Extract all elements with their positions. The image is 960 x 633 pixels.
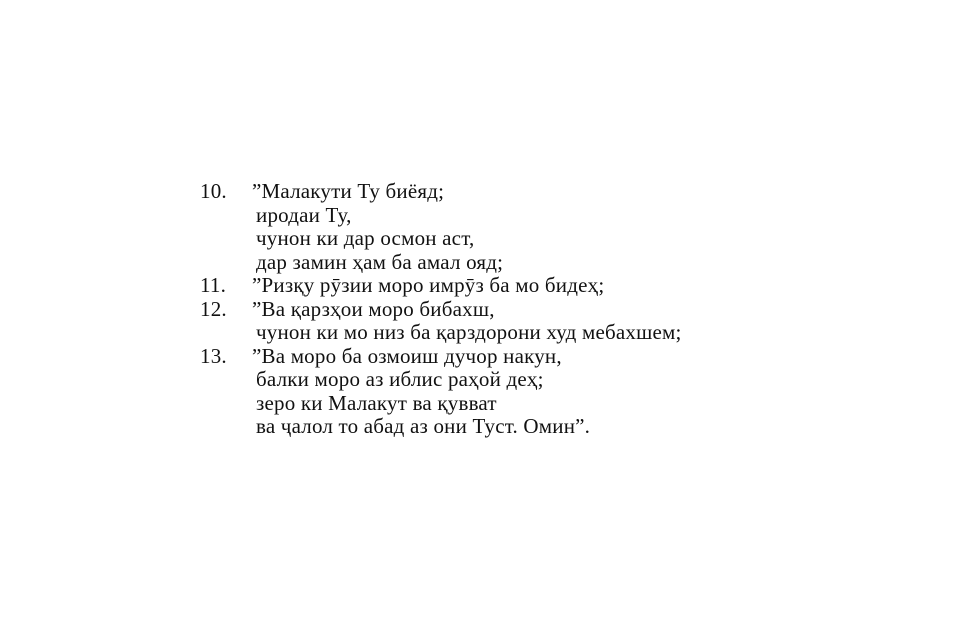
verse-10-line-4 [200, 251, 770, 275]
verse-10-line-1 [200, 180, 770, 204]
verse-text: ”Ризқу рӯзии моро имрӯз ба мо бидеҳ; [252, 273, 605, 297]
verse-13-line-3 [200, 392, 770, 416]
verse-11-line-1 [200, 274, 770, 298]
verse-12-line-1 [200, 298, 770, 322]
verse-13-line-1 [200, 345, 770, 369]
verse-text: зеро ки Малакут ва қувват [256, 390, 497, 415]
verse-text: чунон ки дар осмон аст, [256, 226, 475, 250]
verse-13-line-2 [200, 368, 770, 392]
verse-text: чунон ки мо низ ба қарздорони худ мебахшем; [256, 320, 682, 344]
verse-number: 10. [200, 179, 227, 203]
prayer-text [200, 180, 770, 439]
verse-13-line-4 [200, 415, 770, 439]
verse-text: иродаи Ту, [256, 202, 352, 227]
verse-text: балки моро аз иблис раҳой деҳ; [256, 367, 544, 391]
verse-10-line-2 [200, 204, 770, 228]
verse-text: ”Малакути Ту биёяд; [252, 179, 445, 203]
verse-text: ва ҷалол то абад аз они Туст. Омин”. [256, 414, 591, 438]
verse-text: ”Ва моро ба озмоиш дучор накун, [252, 343, 562, 368]
verse-text: ”Ва қарзҳои моро бибахш, [252, 296, 495, 321]
verse-text: дар замин ҳам ба амал ояд; [256, 249, 504, 274]
verse-number: 13. [200, 343, 227, 368]
verse-number: 12. [200, 296, 227, 321]
verse-12-line-2 [200, 321, 770, 345]
verse-number: 11. [200, 273, 227, 297]
verse-10-line-3 [200, 227, 770, 251]
